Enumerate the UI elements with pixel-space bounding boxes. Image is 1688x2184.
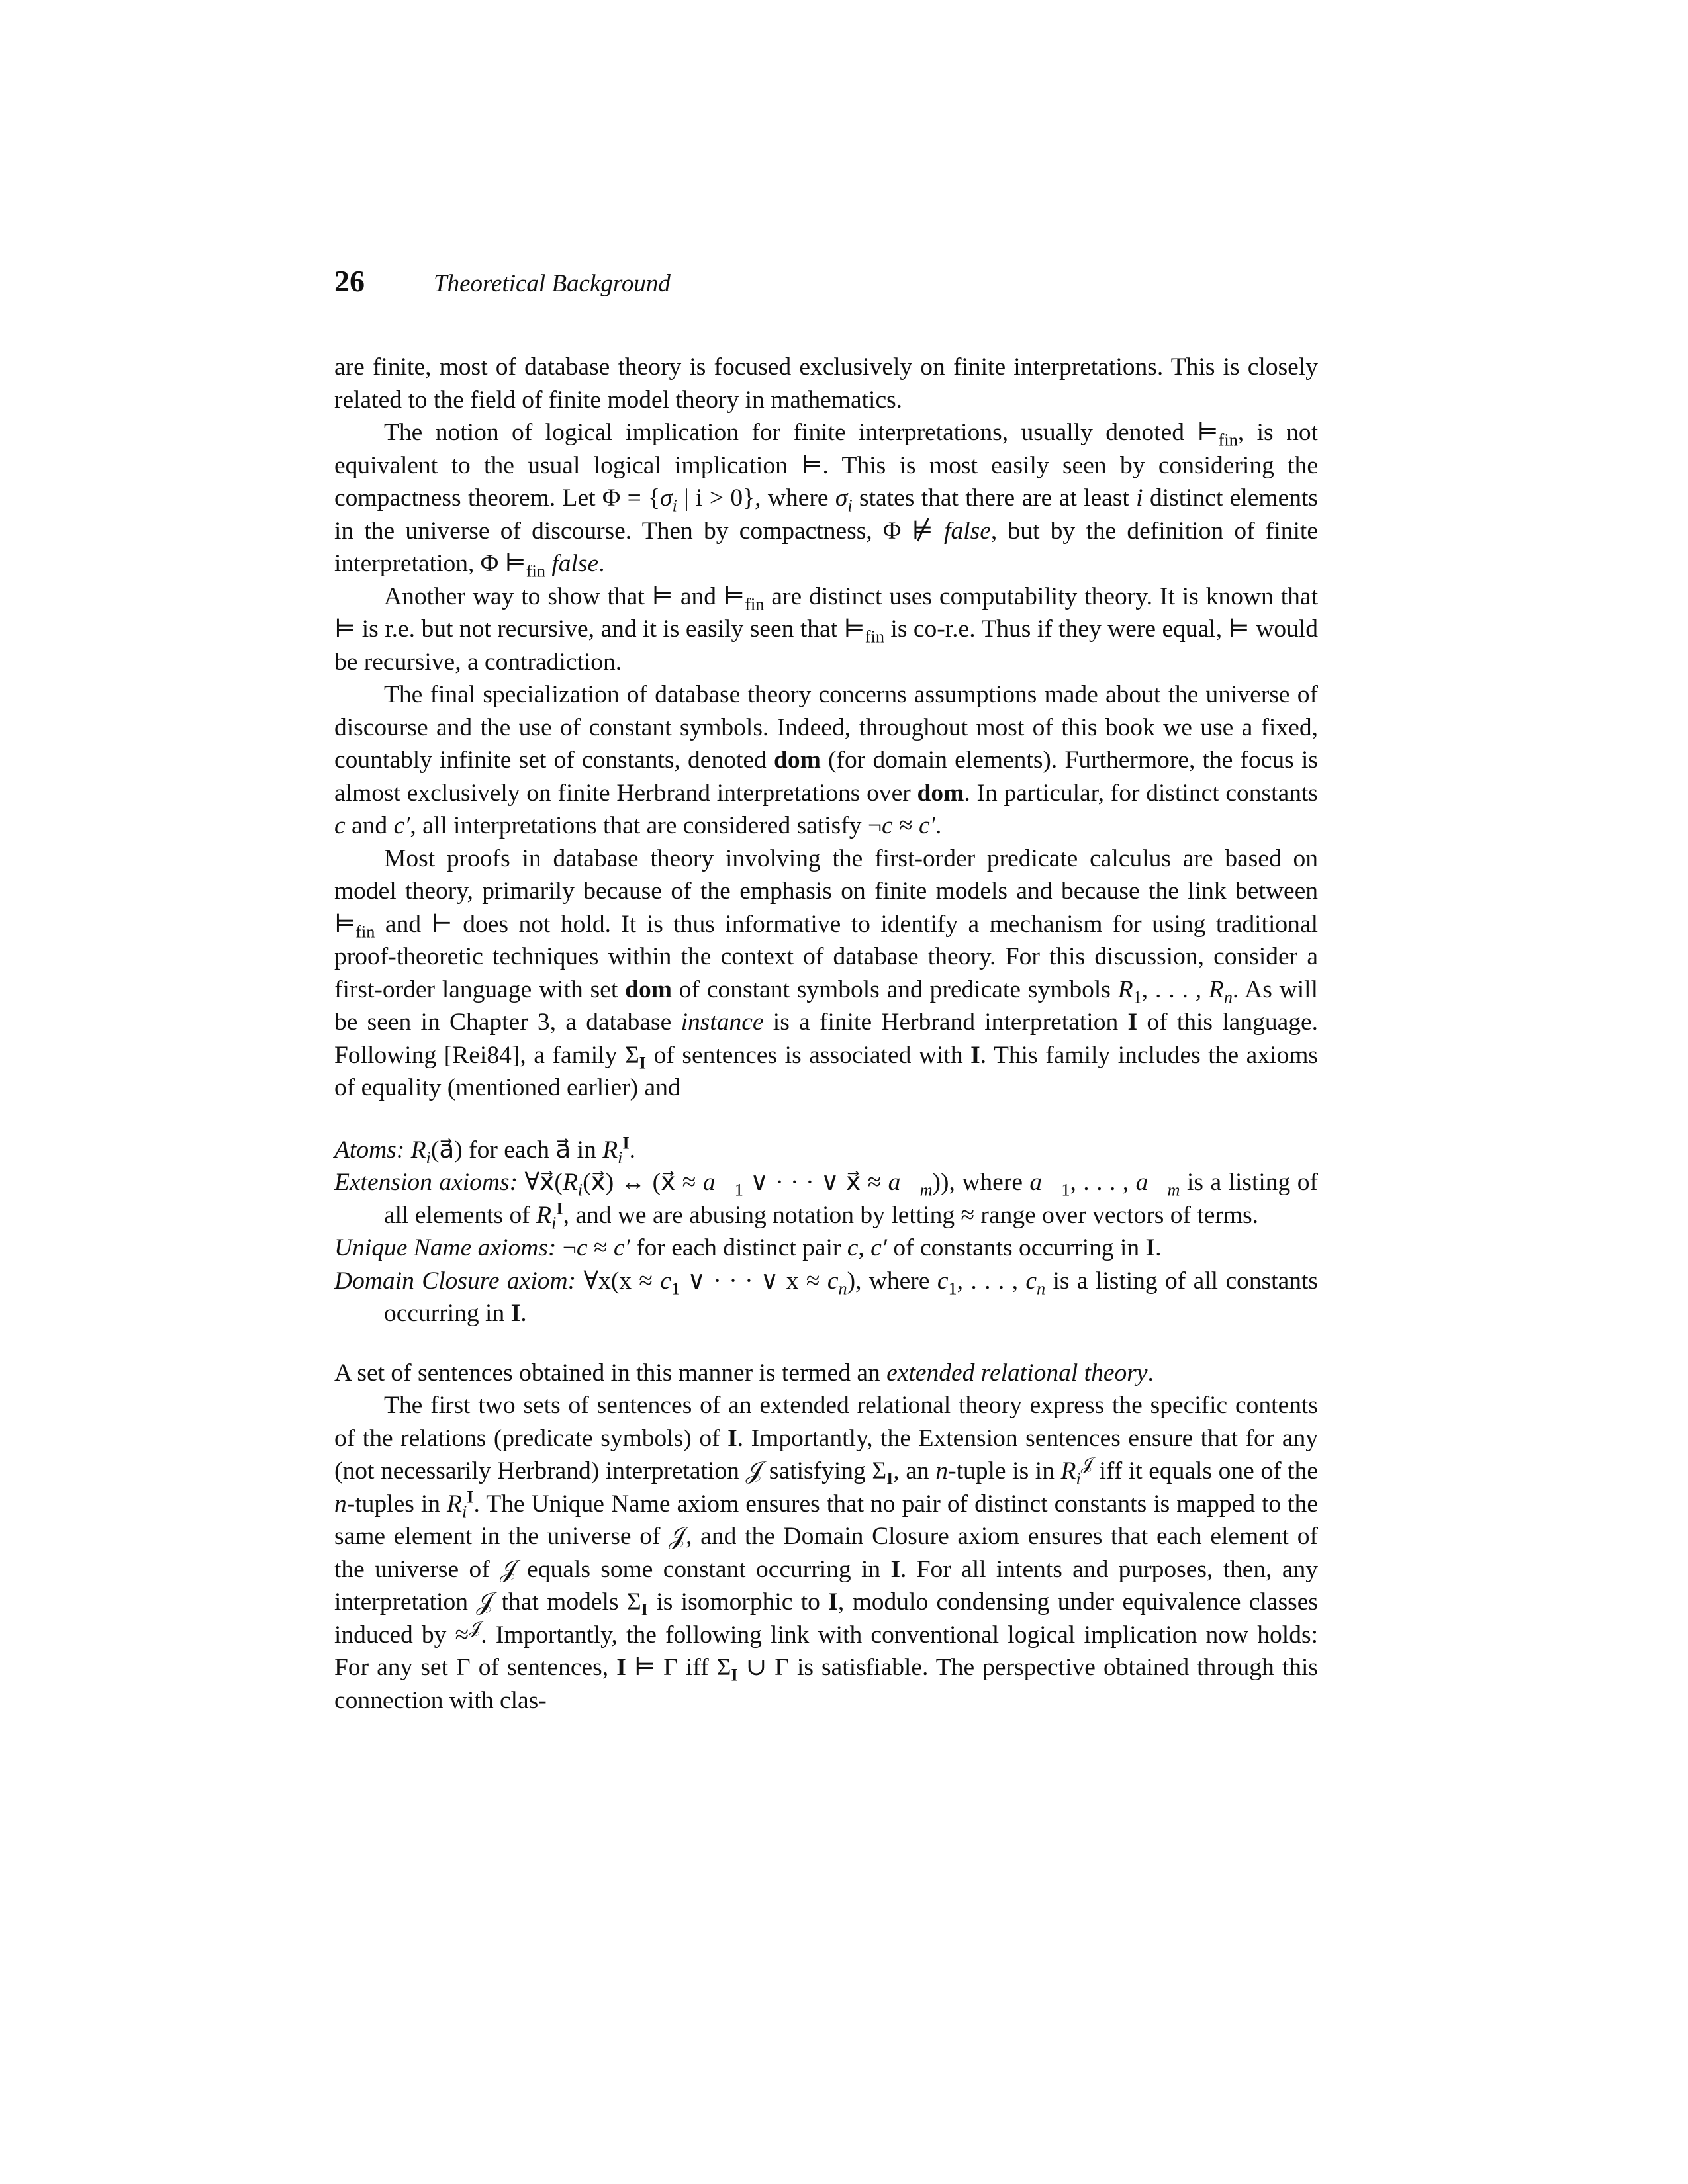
paragraph-final: The first two sets of sentences of an extended relational theory express the specific contents of the relations (predicate symbols) of I. Importantly, the Extension sentences ensure that for any (not necessarily Herbrand) interpretation 𝒥 satisfying $\Sigma_I$, an n-tuple is in $R_i^𝒥$ iff it equals one of the n-tuples in $R_i^I$. The Unique Name axiom ensures that no pair of distinct constants is mapped to the same element in the universe of 𝒥, and the Domain Closure axiom ensures that each element of the universe of 𝒥 equals some constant occurring in I. For all intents and purposes, then, any interpretation 𝒥 that models $\Sigma_I$ is isomorphic to I, modulo condensing under equivalence classes induced by ≈$^𝒥$. Importantly, the following link with conventional logical implication now holds: For any set Γ of sentences, I ⊨ Γ iff $\Sigma_I$ ∪ Γ is satisfiable. The perspective obtained through this connection with clas-	[334, 1392, 1319, 1714]
paragraph-5: Most proofs in database theory involving the first-order predicate calculus are based on model theory, primarily because of the emphasis on finite models and because the link between $⊨_{fin}$ and ⊢ does not hold. It is thus informative to identify a mechanism for using traditional proof-theoretic techniques within the context of database theory. For this discussion, consider a first-order language with set dom of constant symbols and predicate symbols $R_1$, . . . , $R_n$. As will be seen in Chapter 3, a database instance is a finite Herbrand interpretation I of this language. Following [Rei84], a family $\Sigma_I$ of sentences is associated with I. This family includes the axioms of equality (mentioned earlier) and	[334, 844, 1318, 1101]
paragraph-4: The final specialization of database theory concerns assumptions made about the universe of discourse and the use of constant symbols. Indeed, throughout most of this book we use a fixed, countably infinite set of constants, denoted dom (for domain elements). Furthermore, the focus is almost exclusively on finite Herbrand interpretations over dom. In particular, for distinct constants c and c′, all interpretations that are considered satisfy ¬c ≈ c′.	[334, 681, 1318, 839]
running-head	[334, 263, 1327, 303]
axiom-atoms: Atoms: $R_i(a⃗)$ for each a⃗ in $R_i^I$.	[334, 1133, 636, 1167]
paragraph-1: are finite, most of database theory is focused exclusively on finite interpretations. This is closely related to the field of finite model theory in mathematics.	[334, 353, 1318, 414]
page-number: 26	[334, 264, 365, 298]
paragraph-extended-relational-theory: A set of sentences obtained in this manner is termed an extended relational theory.	[334, 1359, 1154, 1387]
body-text	[334, 351, 1318, 1717]
axiom-extension: Extension axioms: $\forall x⃗(R_i(x⃗)$ ↔ (x⃗ ≈ $a⃗_1$ ∨ · · · ∨ x⃗ ≈ $a⃗_m$)), where $a⃗_1$, . . . , $a⃗_m$ is a listing of all elements of $R_i^I$, and we are abusing notation by letting ≈ range over vectors of terms.	[334, 1169, 1319, 1232]
running-title: Theoretical Background	[434, 270, 671, 297]
paragraph-2: The notion of logical implication for finite interpretations, usually denoted $⊨_{fin}$, is not equivalent to the usual logical implication ⊨. This is most easily seen by considering the compactness theorem. Let $\Phi = \{\sigma_i$ | i > 0}, where $\sigma_i$ states that there are at least i distinct elements in the universe of discourse. Then by compactness, Φ ⊭ false, but by the definition of finite interpretation, Φ $⊨_{fin}$ false.	[334, 419, 1318, 581]
paragraph-3: Another way to show that ⊨ and $⊨_{fin}$ are distinct uses computability theory. It is known that ⊨ is r.e. but not recursive, and it is easily seen that $⊨_{fin}$ is co-r.e. Thus if they were equal, ⊨ would be recursive, a contradiction.	[334, 582, 1319, 676]
axiom-unique-name: Unique Name axioms: ¬c ≈ c′ for each distinct pair c, c′ of constants occurring in I.	[334, 1234, 1162, 1261]
axiom-domain-closure: Domain Closure axiom: ∀x(x ≈ $c_1$ ∨ · · · ∨ $x \approx c_n$), where $c_1$, . . . , $c_n$ is a listing of all constants occurring in I.	[334, 1267, 1319, 1327]
